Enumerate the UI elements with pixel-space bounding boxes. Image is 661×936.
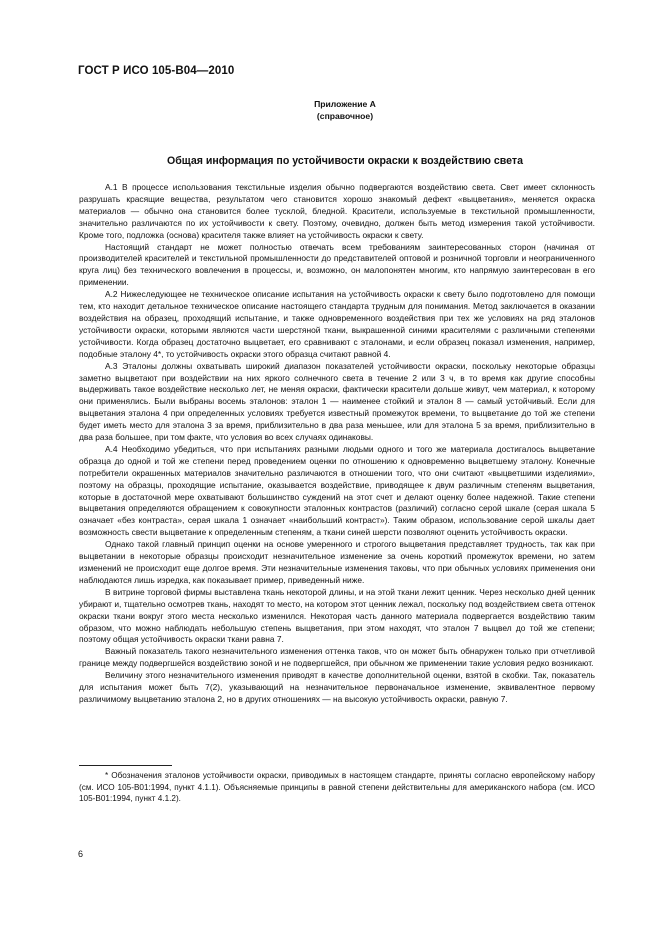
paragraph-principle: Однако такой главный принцип оценки на основе умеренного и строгого выцветания представляет трудность, так как при выцветании в некоторые образцы происходит незначительное изменение за очень короткий промежуток времени, но затем изменений не происходит еще долгое время. Эти незначительные изменения таковы, что при обычных условиях применения они наблюдаются лишь изредка, как показывает пример, приведенный ниже. [79, 539, 595, 585]
section-title: Общая информация по устойчивости окраски к воздействию света [166, 155, 524, 167]
paragraph-a3: А.3 Эталоны должны охватывать широкий диапазон показателей устойчивости окраски, поскольку некоторые образцы заметно выцветают при воздействии на них яркого солнечного света в течение 2 или 3 ч, в то время как другие способны выдерживать такое воздействие несколько лет, не меняя окраски, фактически красители дольше живут, чем материал, к которому они применялись. Были выбраны восемь эталонов: эталон 1 — наименее стойкий и эталон 8 — самый устойчивый. Если для выцветания эталона 4 при определенных условиях требуется известный промежуток времени, то выцветание до той же степени будет иметь место для эталона 3 за время, приблизительно в два раза меньшее, или для эталона 5 за время, приблизительно в два раза большее, при том факте, что условия во всех случаях одинаковы. [79, 360, 595, 443]
appendix-note: (справочное) [316, 111, 374, 121]
paragraph-example: В витрине торговой фирмы выставлена ткань некоторой длины, и на этой ткани лежит ценник. Через несколько дней ценник убирают и, тщательно осмотрев ткань, находят то место, на котором этот ценник лежал, поскольку под воздействием света оттенок окраски ткани вокруг этого места несколько изменился. Некоторая часть данного материала подвергается воздействию таким образом, что можно наблюдать небольшую степень выцветания, при этом находят, что эталон 7 выцвел до той же степени; поэтому общая устойчивость окраски ткани равна 7. [79, 586, 595, 645]
body-text [79, 182, 595, 706]
paragraph-important: Важный показатель такого незначительного изменения оттенка таков, что он может быть обнаружен только при отчетливой границе между подвергшейся воздействию зоной и не подвергшейся, при обычном же применении такие условия редко возникают. [79, 646, 595, 669]
page-number: 6 [78, 849, 84, 859]
appendix-label: Приложение А [314, 99, 376, 109]
paragraph-a2: А.2 Нижеследующее не техническое описание испытания на устойчивость окраски к свету было подготовлено для помощи тем, кто находит детальное техническое описание настоящего стандарта трудным для понимания. Метод заключается в оказании воздействия на образец, проходящий испытание, и также одновременного воздействия при тех же условиях на ряд эталонов устойчивости окраски, которыми являются части шерстяной ткани, выкрашенной синими красителями с различными степенями устойчивости. Когда образец достаточно выцветает, его сравнивают с эталонами, и если образец показал изменения, например, подобные эталону 4*, то устойчивость окраски этого образца считают равной 4. [79, 289, 595, 359]
footnote: * Обозначения эталонов устойчивости окраски, приводимых в настоящем стандарте, приняты согласно европейскому набору (см. ИСО 105-В01:1994, пункт 4.1.1). Объясняемые принципы в равной степени действительны для американского набора (см. ИСО 105-В01:1994, пункт 4.1.2). [79, 771, 595, 804]
paragraph-magnitude: Величину этого незначительного изменения приводят в качестве дополнительной оценки, взятой в скобки. Так, показатель для испытания может быть 7(2), указывающий на незначительное первоначальное изменение, эквивалентное первому различимому выцветанию эталона 2, но в других отношениях — на высокую устойчивость окраски, равную 7. [79, 670, 595, 704]
document-header: ГОСТ Р ИСО 105-В04—2010 [78, 65, 235, 77]
footnote-divider [79, 765, 172, 766]
paragraph-a4: А.4 Необходимо убедиться, что при испытаниях разными людьми одного и того же материала достигалось выцветание образца до одной и той же степени перед проведением оценки по отношению к одновременно выцветшему эталону. Конечные потребители окрашенных материалов значительно различаются в отношении того, что они считают «выцветшими изделиями», поэтому на образцы, проходящие испытание, оказывается воздействие, приводящее к двум различным степеням выцветания, которые в достаточной мере охватывают большинство суждений на этот счет и делают оценку более надежной. Такие степени выцветания определяются обращением к совокупности эталонных контрастов (различий) согласно серой шкале (серая шкала 5 означает «без контраста», серая шкала 1 означает «наибольший контраст»). Таким образом, использование серой шкалы дает возможность свести выцветание к определенным степеням, а ткани синей шерсти позволяют оценить устойчивость окраски. [79, 443, 595, 538]
paragraph-standard-note: Настоящий стандарт не может полностью отвечать всем требованиям заинтересованных сторон (начиная от производителей красителей и текстильной промышленности до представителей оптовой и розничной торговли и неограниченного круга лиц) без технического вовлечения в процессы, и, возможно, он малопонятен многим, кто напрямую заинтересован в его применении. [79, 241, 595, 288]
paragraph-a1: А.1 В процессе использования текстильные изделия обычно подвергаются воздействию света. Свет имеет склонность разрушать красящие вещества, результатом чего становится хорошо знакомый дефект «выцветания», меняется окраска материалов — обычно она становится более тусклой, бледной. Красители, используемые в текстильной промышленности, значительно различаются по их устойчивости к свету. Поэтому, очевидно, должен быть метод измерения такой устойчивости. Кроме того, подложка (основа) красителя также влияет на устойчивость окраски к свету. [79, 182, 595, 240]
